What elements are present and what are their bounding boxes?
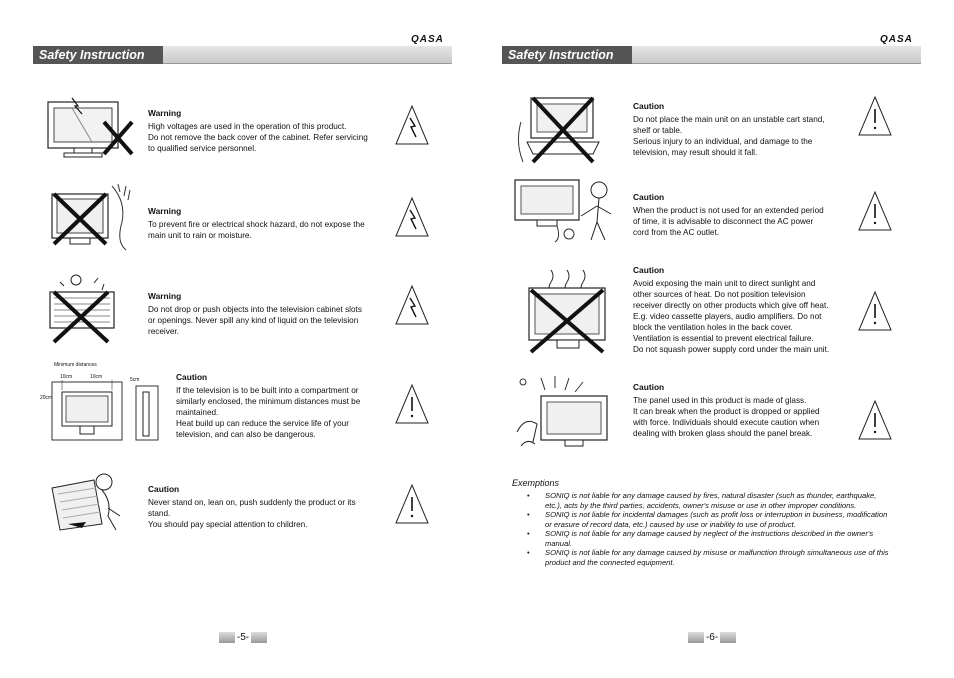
item-body: High voltages are used in the operation of this product. Do not remove the back cover of the cabinet. Refer servicing to qualified service personnel.: [148, 122, 368, 153]
exemption-item: • SONIQ is not liable for any damage caused by misuse or malfunction through simultaneous use of this product and the connected equipment.: [523, 548, 895, 567]
item-title: Warning: [148, 291, 182, 301]
tv-objects-slots-illustration: [46, 272, 134, 344]
brand-logo: QASA: [880, 34, 913, 45]
exemption-item: • SONIQ is not liable for any damage caused by neglect of the instructions described in the owner's manual.: [523, 529, 895, 548]
caution-block-r1: [633, 101, 863, 158]
item-title: Caution: [633, 101, 665, 111]
warning-block-2: [148, 206, 393, 241]
tv-rain-illustration: [46, 182, 134, 252]
item-body: If the television is to be built into a compartment or similarly enclosed, the minimum distances must be maintained. Heat build up can reduce the service life of your television, and can also be dangerous.: [176, 386, 361, 439]
unplug-power-illustration: [511, 176, 615, 246]
caution-block-2: [148, 484, 393, 530]
electric-hazard-icon: [394, 104, 430, 146]
caution-block-1: [176, 372, 396, 440]
warning-block-3: [148, 291, 393, 337]
item-title: Warning: [148, 206, 182, 216]
page-number: -5-: [219, 632, 267, 643]
item-body: The panel used in this product is made of glass. It can break when the product is dropped or applied with force. Individuals should execute caution when dealing with broken glass should the panel break.: [633, 396, 820, 438]
caution-icon: [857, 399, 893, 441]
caution-icon: [857, 95, 893, 137]
item-body: Never stand on, lean on, push suddenly the product or its stand. You should pay special attention to children.: [148, 498, 356, 529]
distance-label: 20cm: [40, 395, 53, 401]
caution-icon: [394, 483, 430, 525]
item-title: Caution: [148, 484, 180, 494]
exemption-item: • SONIQ is not liable for incidental damages (such as profit loss or interruption in business, modification or erasure of record data, etc.) caused by use or inability to use of product.: [523, 510, 895, 529]
item-title: Caution: [176, 372, 208, 382]
item-body: Do not drop or push objects into the television cabinet slots or openings. Never spill any kind of liquid on the television receiver.: [148, 305, 362, 336]
exemptions-heading: Exemptions: [512, 478, 560, 488]
exemption-item: • SONIQ is not liable for any damage caused by fires, natural disaster (such as thunder, earthquake, etc.), acts by the third parties, accidents, owner's misuse or use in other improper conditions.: [523, 491, 895, 510]
caution-icon: [394, 383, 430, 425]
item-title: Caution: [633, 192, 665, 202]
brand-logo: QASA: [411, 34, 444, 45]
exemptions-list: [523, 491, 895, 567]
caution-block-r2: [633, 192, 863, 238]
section-title: Safety Instruction: [33, 46, 163, 64]
item-body: Do not place the main unit on an unstable cart stand, shelf or table. Serious injury to an individual, and damage to the television, may result should it fall.: [633, 115, 825, 157]
tv-back-cover-illustration: [42, 94, 134, 162]
section-title: Safety Instruction: [502, 46, 632, 64]
caution-block-r4: [633, 382, 863, 439]
warning-block-1: [148, 108, 393, 154]
item-body: Avoid exposing the main unit to direct sunlight and other sources of heat. Do not position television receiver directly on other products which give off heat. E.g. video cassette players, audio amplifiers. Do not block the ventilation holes in the back cover. Ventilation is essential to prevent electrical failure. Do not squash power supply cord under the main unit.: [633, 279, 830, 354]
child-leaning-tv-illustration: [46, 468, 134, 538]
caution-block-r3: [633, 265, 863, 355]
heat-sunlight-illustration: [521, 266, 617, 356]
right-page: [477, 0, 954, 678]
item-title: Caution: [633, 265, 665, 275]
diagram-heading: Minimum distances: [54, 362, 97, 368]
item-title: Caution: [633, 382, 665, 392]
caution-icon: [857, 290, 893, 332]
item-body: To prevent fire or electrical shock hazard, do not expose the main unit to rain or moisture.: [148, 220, 365, 240]
item-body: When the product is not used for an extended period of time, it is advisable to disconnect the AC power cord from the AC outlet.: [633, 206, 824, 237]
distance-label: 5cm: [130, 377, 140, 383]
distance-label: 10cm: [60, 374, 73, 380]
unstable-cart-illustration: [513, 92, 613, 166]
minimum-distances-diagram: [40, 360, 170, 444]
glass-panel-illustration: [511, 372, 615, 456]
distance-label: 10cm: [90, 374, 103, 380]
electric-hazard-icon: [394, 196, 430, 238]
electric-hazard-icon: [394, 284, 430, 326]
caution-icon: [857, 190, 893, 232]
item-title: Warning: [148, 108, 182, 118]
page-number: -6-: [688, 632, 736, 643]
